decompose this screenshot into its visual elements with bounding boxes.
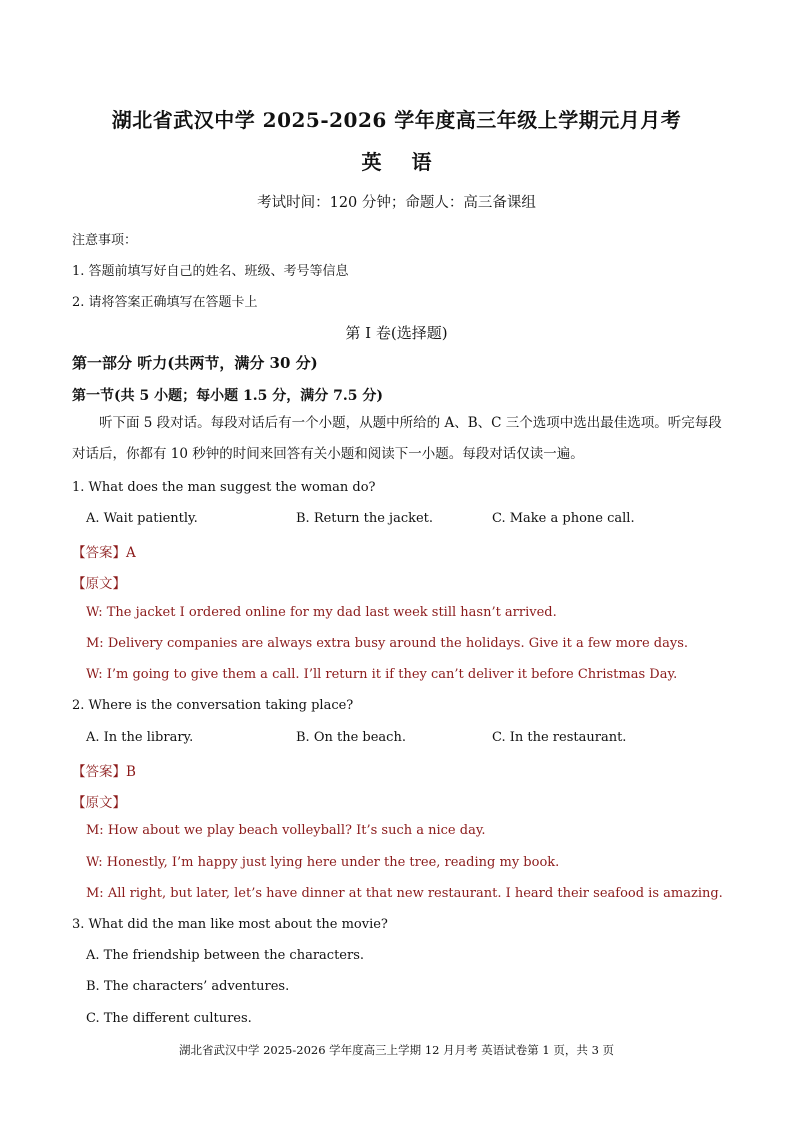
notes-heading: 注意事项： — [72, 233, 138, 248]
notes-item: 2. 请将答案正确填写在答题卡上 — [72, 295, 258, 310]
exam-title: 湖北省武汉中学 2025-2026 学年度高三年级上学期元月月考 — [111, 108, 682, 132]
script-label: 【原文】 — [72, 795, 126, 811]
answer-label: 【答案】 — [72, 764, 126, 780]
script-line: W: Honestly, I’m happy just lying here under the tree, reading my book. — [86, 855, 560, 870]
page-footer: 湖北省武汉中学 2025-2026 学年度高三上学期 12 月月考 英语试卷第 1 页，共 3 页 — [178, 1043, 615, 1057]
section1-title: 第一节(共 5 小题；每小题 1.5 分，满分 7.5 分) — [72, 388, 383, 404]
script-label: 【原文】 — [72, 576, 126, 592]
option-a: A. Wait patiently. — [86, 511, 198, 526]
script-line: M: Delivery companies are always extra busy around the holidays. Give it a few more days. — [86, 636, 688, 651]
subject-title: 英语 — [361, 150, 462, 174]
answer-line — [72, 541, 136, 561]
option-c: C. The different cultures. — [86, 1011, 252, 1026]
exam-info: 考试时间：120 分钟；命题人：高三备课组 — [257, 195, 536, 211]
volume-title: 第 I 卷(选择题) — [345, 324, 448, 342]
answer-value: B — [126, 764, 136, 780]
answer-line — [72, 760, 136, 780]
option-c: C. Make a phone call. — [492, 511, 635, 526]
script-line: M: How about we play beach volleyball? It’s such a nice day. — [86, 823, 486, 838]
option-b: B. The characters’ adventures. — [86, 979, 290, 994]
part1-title: 第一部分 听力(共两节，满分 30 分) — [72, 354, 318, 372]
script-line: W: I’m going to give them a call. I’ll return it if they can’t deliver it before Christmas Day. — [86, 667, 678, 682]
option-b: B. On the beach. — [296, 730, 406, 745]
question-stem: 3. What did the man like most about the movie? — [72, 917, 388, 932]
question-stem: 2. Where is the conversation taking place? — [72, 698, 354, 713]
listening-instructions: 听下面 5 段对话。每段对话后有一个小题，从题中所给的 A、B、C 三个选项中选出最佳选项。听完每段对话后，你都有 10 秒钟的时间来回答有关小题和阅读下一小题。每段对话仅读一遍。 — [72, 415, 722, 462]
option-c: C. In the restaurant. — [492, 730, 627, 745]
option-b: B. Return the jacket. — [296, 511, 434, 526]
notes-item: 1. 答题前填写好自己的姓名、班级、考号等信息 — [72, 264, 349, 279]
script-line: M: All right, but later, let’s have dinner at that new restaurant. I heard their seafood is amazing. — [86, 886, 723, 901]
option-a: A. In the library. — [86, 730, 194, 745]
answer-label: 【答案】 — [72, 545, 126, 561]
question-stem: 1. What does the man suggest the woman do? — [72, 480, 376, 495]
script-line: W: The jacket I ordered online for my dad last week still hasn’t arrived. — [86, 605, 557, 620]
option-a: A. The friendship between the characters. — [86, 948, 365, 963]
answer-value: A — [126, 545, 136, 561]
